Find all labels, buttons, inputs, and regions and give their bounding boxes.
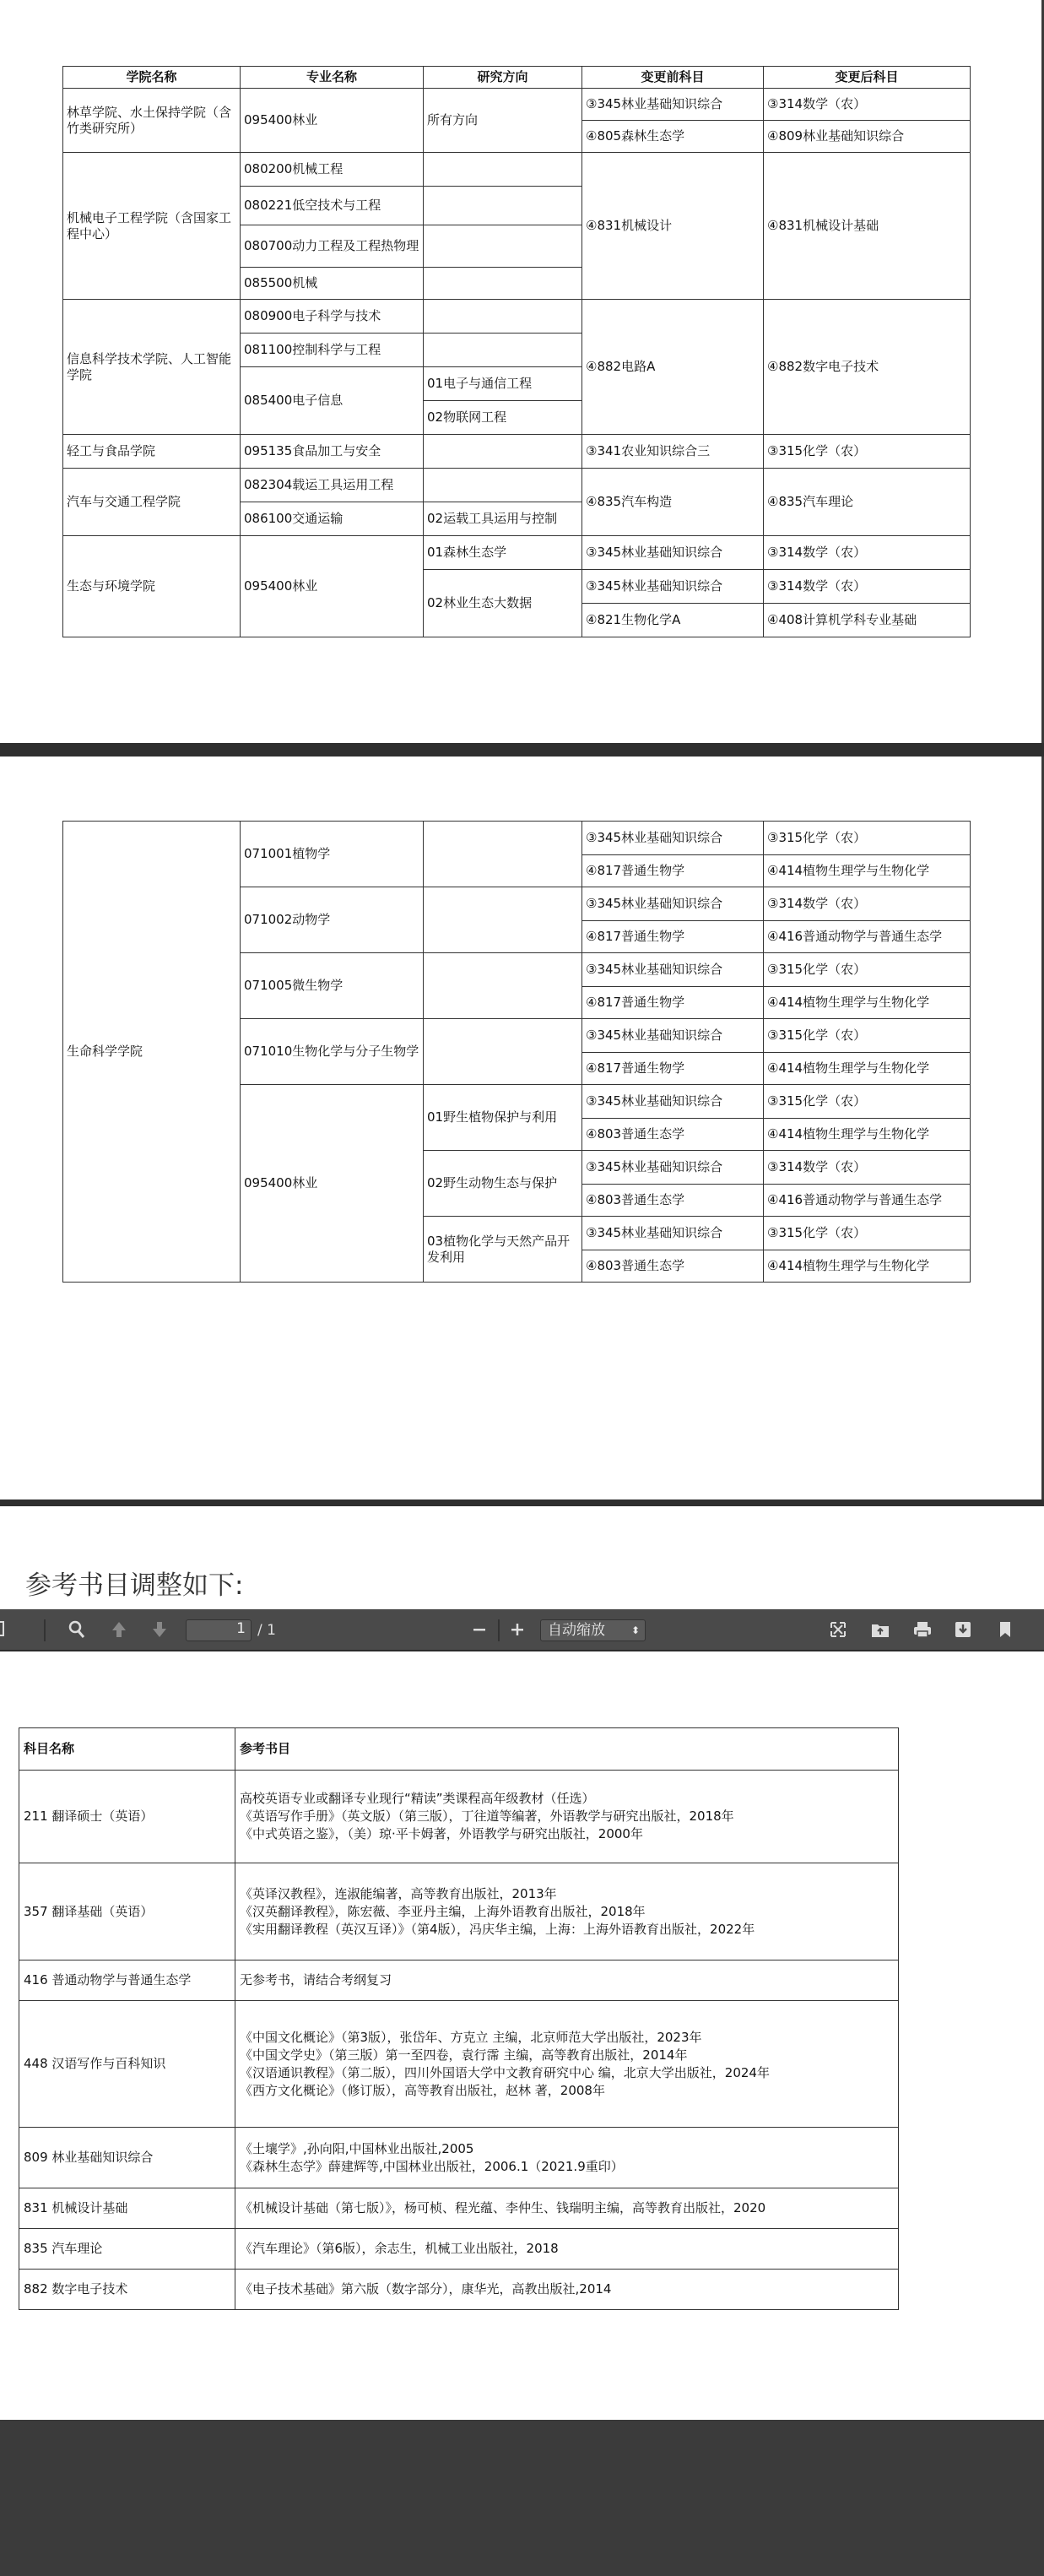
direction-cell <box>424 435 582 469</box>
before-cell: ③345林业基础知识综合 <box>582 89 764 121</box>
table-row <box>63 153 971 187</box>
prev-page-icon[interactable] <box>108 1619 130 1641</box>
book-line: 《汉语通识教程》（第二版），四川外国语大学中文教育研究中心 编，北京大学出版社，2024年 <box>240 2064 770 2080</box>
zoom-select[interactable] <box>540 1619 646 1641</box>
subject-cell: 416 普通动物学与普通生态学 <box>19 1960 235 2001</box>
direction-cell <box>424 953 582 1019</box>
direction-cell: 所有方向 <box>424 89 582 153</box>
college-cell: 汽车与交通工程学院 <box>63 469 241 536</box>
major-cell: 080200机械工程 <box>241 153 424 187</box>
before-cell: ④817普通生物学 <box>582 921 764 953</box>
before-cell: ③341农业知识综合三 <box>582 435 764 469</box>
before-cell: ④803普通生态学 <box>582 1185 764 1217</box>
table-row <box>19 2188 899 2229</box>
after-cell: ④408计算机学科专业基础 <box>764 604 971 637</box>
chevron-updown-icon: ⬍ <box>630 1624 640 1636</box>
major-cell: 071005微生物学 <box>241 953 424 1019</box>
pdf-viewer <box>0 1609 1044 2420</box>
toolbar-separator <box>498 1619 500 1641</box>
before-cell: ④803普通生态学 <box>582 1250 764 1283</box>
viewer-bottom-background <box>0 2420 1044 2576</box>
before-cell: ③345林业基础知识综合 <box>582 536 764 570</box>
college-cell: 机械电子工程学院（含国家工程中心） <box>63 153 241 300</box>
bookmark-icon[interactable] <box>994 1619 1016 1641</box>
after-cell: ④414植物生理学与生物化学 <box>764 1053 971 1085</box>
major-cell: 095135食品加工与安全 <box>241 435 424 469</box>
after-cell: ④414植物生理学与生物化学 <box>764 1250 971 1283</box>
before-cell: ③345林业基础知识综合 <box>582 887 764 921</box>
book-line: 《英译汉教程》，连淑能编著，高等教育出版社，2013年 <box>240 1885 557 1901</box>
books-cell <box>235 1863 899 1960</box>
header-major: 专业名称 <box>241 67 424 89</box>
before-cell: ④805森林生态学 <box>582 121 764 153</box>
book-line: 《实用翻译教程（英汉互译）》（第4版），冯庆华主编，上海：上海外语教育出版社，2022年 <box>240 1921 755 1937</box>
direction-cell: 02林业生态大数据 <box>424 570 582 637</box>
fullscreen-icon[interactable] <box>827 1619 849 1641</box>
direction-cell: 03植物化学与天然产品开发利用 <box>424 1217 582 1283</box>
page-number-input[interactable]: 1 <box>186 1619 252 1641</box>
table-row <box>19 1960 899 2001</box>
college-cell: 生命科学学院 <box>63 822 241 1283</box>
book-line: 《土壤学》,孙向阳,中国林业出版社,2005 <box>240 2140 474 2156</box>
before-cell: ④835汽车构造 <box>582 469 764 536</box>
after-cell: ④809林业基础知识综合 <box>764 121 971 153</box>
table-row <box>19 2128 899 2188</box>
table-header-row <box>63 67 971 89</box>
major-cell: 080900电子科学与技术 <box>241 300 424 334</box>
direction-cell <box>424 887 582 953</box>
after-cell: ④416普通动物学与普通生态学 <box>764 1185 971 1217</box>
major-cell: 095400林业 <box>241 89 424 153</box>
before-cell: ③345林业基础知识综合 <box>582 1085 764 1119</box>
subject-change-table-2 <box>62 821 971 1283</box>
books-cell <box>235 1960 899 2001</box>
pdf-toolbar <box>0 1609 1044 1651</box>
table-row <box>19 1771 899 1863</box>
header-subject: 科目名称 <box>19 1728 235 1771</box>
subject-cell: 835 汽车理论 <box>19 2229 235 2270</box>
table-row <box>63 536 971 570</box>
book-line: 《机械设计基础（第七版）》，杨可桢、程光蕴、李仲生、钱瑞明主编，高等教育出版社，2020 <box>240 2200 766 2215</box>
table-row <box>63 469 971 502</box>
table-header-row <box>19 1728 899 1771</box>
before-cell: ④817普通生物学 <box>582 987 764 1019</box>
book-line: 《西方文化概论》（修订版），高等教育出版社，赵林 著，2008年 <box>240 2082 605 2098</box>
books-cell <box>235 2128 899 2188</box>
book-line: 《汽车理论》（第6版），余志生，机械工业出版社，2018 <box>240 2241 559 2256</box>
subject-cell: 211 翻译硕士（英语） <box>19 1771 235 1863</box>
book-line: 《电子技术基础》第六版（数字部分），康华光，高教出版社,2014 <box>240 2281 612 2297</box>
before-cell: ③345林业基础知识综合 <box>582 1019 764 1053</box>
book-line: 高校英语专业或翻译专业现行“精读”类课程高年级教材（任选） <box>240 1791 595 1806</box>
before-cell: ③345林业基础知识综合 <box>582 1217 764 1250</box>
table-row <box>63 89 971 121</box>
after-cell: ③315化学（农） <box>764 1085 971 1119</box>
reference-books-table <box>19 1727 899 2310</box>
before-cell: ④882电路A <box>582 300 764 435</box>
before-cell: ④821生物化学A <box>582 604 764 637</box>
after-cell: ④414植物生理学与生物化学 <box>764 987 971 1019</box>
before-cell: ③345林业基础知识综合 <box>582 953 764 987</box>
before-cell: ③345林业基础知识综合 <box>582 570 764 604</box>
direction-cell <box>424 1019 582 1085</box>
direction-cell: 01森林生态学 <box>424 536 582 570</box>
college-cell: 林草学院、水土保持学院（含竹类研究所） <box>63 89 241 153</box>
print-icon[interactable] <box>911 1619 933 1641</box>
before-cell: ④831机械设计 <box>582 153 764 300</box>
major-cell: 085500机械 <box>241 268 424 300</box>
major-cell: 071010生物化学与分子生物学 <box>241 1019 424 1085</box>
book-line: 《中国文化概论》（第3版），张岱年、方克立 主编，北京师范大学出版社，2023年 <box>240 2029 702 2045</box>
after-cell: ④414植物生理学与生物化学 <box>764 1119 971 1151</box>
after-cell: ④831机械设计基础 <box>764 153 971 300</box>
direction-cell <box>424 822 582 887</box>
table-row <box>63 822 971 855</box>
section-heading: 参考书目调整如下: <box>25 1570 244 1601</box>
header-books: 参考书目 <box>235 1728 899 1771</box>
header-after: 变更后科目 <box>764 67 971 89</box>
direction-cell <box>424 225 582 268</box>
subject-cell: 809 林业基础知识综合 <box>19 2128 235 2188</box>
subject-cell: 831 机械设计基础 <box>19 2188 235 2229</box>
college-cell: 信息科学技术学院、人工智能学院 <box>63 300 241 435</box>
books-cell <box>235 2001 899 2128</box>
page-gap <box>0 1500 1044 1506</box>
zoom-select-label: 自动缩放 <box>548 1622 605 1639</box>
direction-cell: 02运载工具运用与控制 <box>424 502 582 536</box>
download-icon[interactable] <box>952 1619 974 1641</box>
table-row <box>19 2229 899 2270</box>
after-cell: ③315化学（农） <box>764 1019 971 1053</box>
direction-cell <box>424 187 582 225</box>
header-direction: 研究方向 <box>424 67 582 89</box>
zoom-in-icon[interactable] <box>506 1619 528 1641</box>
books-cell <box>235 2270 899 2310</box>
subject-cell: 882 数字电子技术 <box>19 2270 235 2310</box>
direction-cell: 02物联网工程 <box>424 401 582 435</box>
before-cell: ③345林业基础知识综合 <box>582 1151 764 1185</box>
college-cell: 生态与环境学院 <box>63 536 241 637</box>
major-cell: 095400林业 <box>241 536 424 637</box>
major-cell: 095400林业 <box>241 1085 424 1283</box>
search-icon[interactable] <box>66 1619 88 1641</box>
direction-cell <box>424 153 582 187</box>
toolbar-separator <box>44 1619 46 1641</box>
zoom-out-icon[interactable] <box>468 1619 490 1641</box>
major-cell: 071001植物学 <box>241 822 424 887</box>
after-cell: ③314数学（农） <box>764 1151 971 1185</box>
after-cell: ④416普通动物学与普通生态学 <box>764 921 971 953</box>
major-cell: 082304载运工具运用工程 <box>241 469 424 502</box>
before-cell: ④817普通生物学 <box>582 855 764 887</box>
major-cell: 080221低空技术与工程 <box>241 187 424 225</box>
table-row <box>19 1863 899 1960</box>
book-line: 无参考书，请结合考纲复习 <box>240 1972 392 1988</box>
after-cell: ③314数学（农） <box>764 536 971 570</box>
page-total: / 1 <box>257 1622 276 1639</box>
open-file-icon[interactable] <box>869 1619 891 1641</box>
pdf-page-2 <box>0 757 1044 1500</box>
direction-cell <box>424 334 582 367</box>
book-line: 《中式英语之鉴》，（美）琼·平卡姆著，外语教学与研究出版社，2000年 <box>240 1826 643 1841</box>
before-cell: ④803普通生态学 <box>582 1119 764 1151</box>
subject-change-table-1 <box>62 66 971 637</box>
direction-cell <box>424 469 582 502</box>
direction-cell: 02野生动物生态与保护 <box>424 1151 582 1217</box>
books-cell <box>235 1771 899 1863</box>
after-cell: ③315化学（农） <box>764 435 971 469</box>
books-cell <box>235 2188 899 2229</box>
after-cell: ③315化学（农） <box>764 822 971 855</box>
table-row <box>63 300 971 334</box>
next-page-icon[interactable] <box>149 1619 170 1641</box>
after-cell: ④882数字电子技术 <box>764 300 971 435</box>
books-cell <box>235 2229 899 2270</box>
after-cell: ③314数学（农） <box>764 570 971 604</box>
header-college: 学院名称 <box>63 67 241 89</box>
after-cell: ③315化学（农） <box>764 953 971 987</box>
before-cell: ④817普通生物学 <box>582 1053 764 1085</box>
header-before: 变更前科目 <box>582 67 764 89</box>
direction-cell: 01电子与通信工程 <box>424 367 582 401</box>
before-cell: ③345林业基础知识综合 <box>582 822 764 855</box>
major-cell: 085400电子信息 <box>241 367 424 435</box>
subject-cell: 448 汉语写作与百科知识 <box>19 2001 235 2128</box>
page-gap <box>0 743 1044 757</box>
after-cell: ④414植物生理学与生物化学 <box>764 855 971 887</box>
book-line: 《森林生态学》薛建辉等,中国林业出版社，2006.1（2021.9重印） <box>240 2158 624 2174</box>
direction-cell <box>424 300 582 334</box>
book-line: 《英语写作手册》（英文版）（第三版），丁往道等编著，外语教学与研究出版社，2018年 <box>240 1809 734 1824</box>
major-cell: 071002动物学 <box>241 887 424 953</box>
major-cell: 086100交通运输 <box>241 502 424 536</box>
direction-cell <box>424 268 582 300</box>
college-cell: 轻工与食品学院 <box>63 435 241 469</box>
table-row <box>19 2270 899 2310</box>
direction-cell: 01野生植物保护与利用 <box>424 1085 582 1151</box>
pdf-page-1 <box>0 0 1044 743</box>
table-row <box>19 2001 899 2128</box>
sidebar-toggle-icon[interactable] <box>0 1619 7 1641</box>
major-cell: 081100控制科学与工程 <box>241 334 424 367</box>
subject-cell: 357 翻译基础（英语） <box>19 1863 235 1960</box>
book-line: 《中国文学史》（第三版）第一至四卷，袁行霈 主编，高等教育出版社，2014年 <box>240 2047 688 2063</box>
after-cell: ④835汽车理论 <box>764 469 971 536</box>
table-row <box>63 435 971 469</box>
book-line: 《汉英翻译教程》，陈宏薇、李亚丹主编，上海外语教育出版社，2018年 <box>240 1903 646 1919</box>
major-cell: 080700动力工程及工程热物理 <box>241 225 424 268</box>
after-cell: ③314数学（农） <box>764 89 971 121</box>
after-cell: ③314数学（农） <box>764 887 971 921</box>
after-cell: ③315化学（农） <box>764 1217 971 1250</box>
